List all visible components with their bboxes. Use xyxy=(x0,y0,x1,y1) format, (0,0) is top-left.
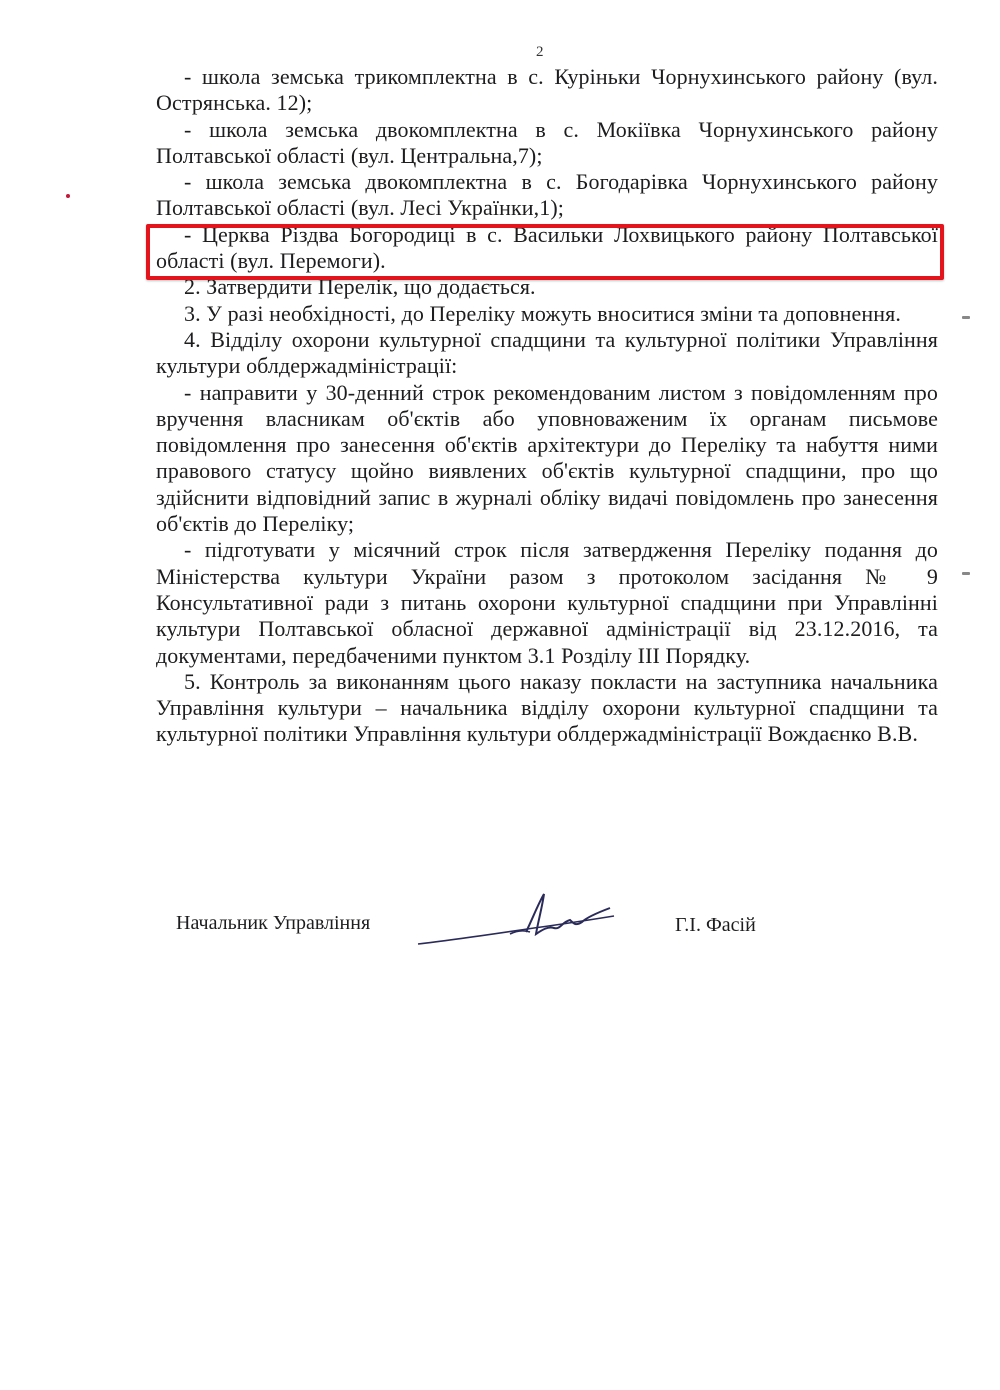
list-item: - школа земська трикомплектна в с. Куріньки Чорнухинського району (вул. Острянська. 12); xyxy=(156,64,938,116)
handwritten-signature xyxy=(414,884,644,964)
ink-dot xyxy=(66,194,70,198)
paragraph: 5. Контроль за виконанням цього наказу покласти на заступника начальника Управління культури – начальника відділу охорони культурної спадщини та культурної політики Управління культури облдержадміністрації Вождаєнко В.В. xyxy=(156,668,938,747)
list-item: - школа земська двокомплектна в с. Мокіївка Чорнухинського району Полтавської області (вул. Центральна,7); xyxy=(156,116,938,168)
list-item: - школа земська двокомплектна в с. Богодарівка Чорнухинського району Полтавської області (вул. Лесі Українки,1); xyxy=(156,169,938,221)
list-item: - підготувати у місячний строк після затвердження Переліку подання до Міністерства культури України разом з протоколом засідання № 9 Консультативної ради з питань охорони культурної спадщини при Управлінні культури Полтавської обласної державної адміністрації від 23.12.2016, та документами, передбаченими пунктом 3.1 Розділу III Порядку. xyxy=(156,537,938,668)
highlight-box xyxy=(146,221,944,280)
signatory-title: Начальник Управління xyxy=(176,912,371,934)
list-item: - направити у 30-денний строк рекомендованим листом з повідомленням про вручення власникам об'єктів або уповноваженим їх органам письмове повідомлення про занесення об'єктів архітектури до Переліку та набуття ними правового статусу щойно виявлених об'єктів культурної спадщини, про що здійснити відповідний запис в журналі обліку видачі повідомлень про занесення об'єктів до Переліку; xyxy=(156,379,938,537)
margin-mark xyxy=(962,572,970,575)
page-number: 2 xyxy=(536,44,544,60)
margin-mark xyxy=(962,316,970,319)
signature-block xyxy=(0,910,1000,970)
paragraph: 4. Відділу охорони культурної спадщини та культурної політики Управління культури облдержадміністрації: xyxy=(156,326,938,379)
paragraph: 2. Затвердити Перелік, що додається. xyxy=(184,274,536,300)
highlighted-list-item: - Церква Різдва Богородиці в с. Васильки Лохвицького району Полтавської області (вул. Перемоги). xyxy=(156,221,938,274)
paragraph: 3. У разі необхідності, до Переліку можуть вноситися зміни та доповнення. xyxy=(184,300,901,326)
signatory-name: Г.І. Фасій xyxy=(675,914,756,936)
document-body xyxy=(156,64,938,748)
